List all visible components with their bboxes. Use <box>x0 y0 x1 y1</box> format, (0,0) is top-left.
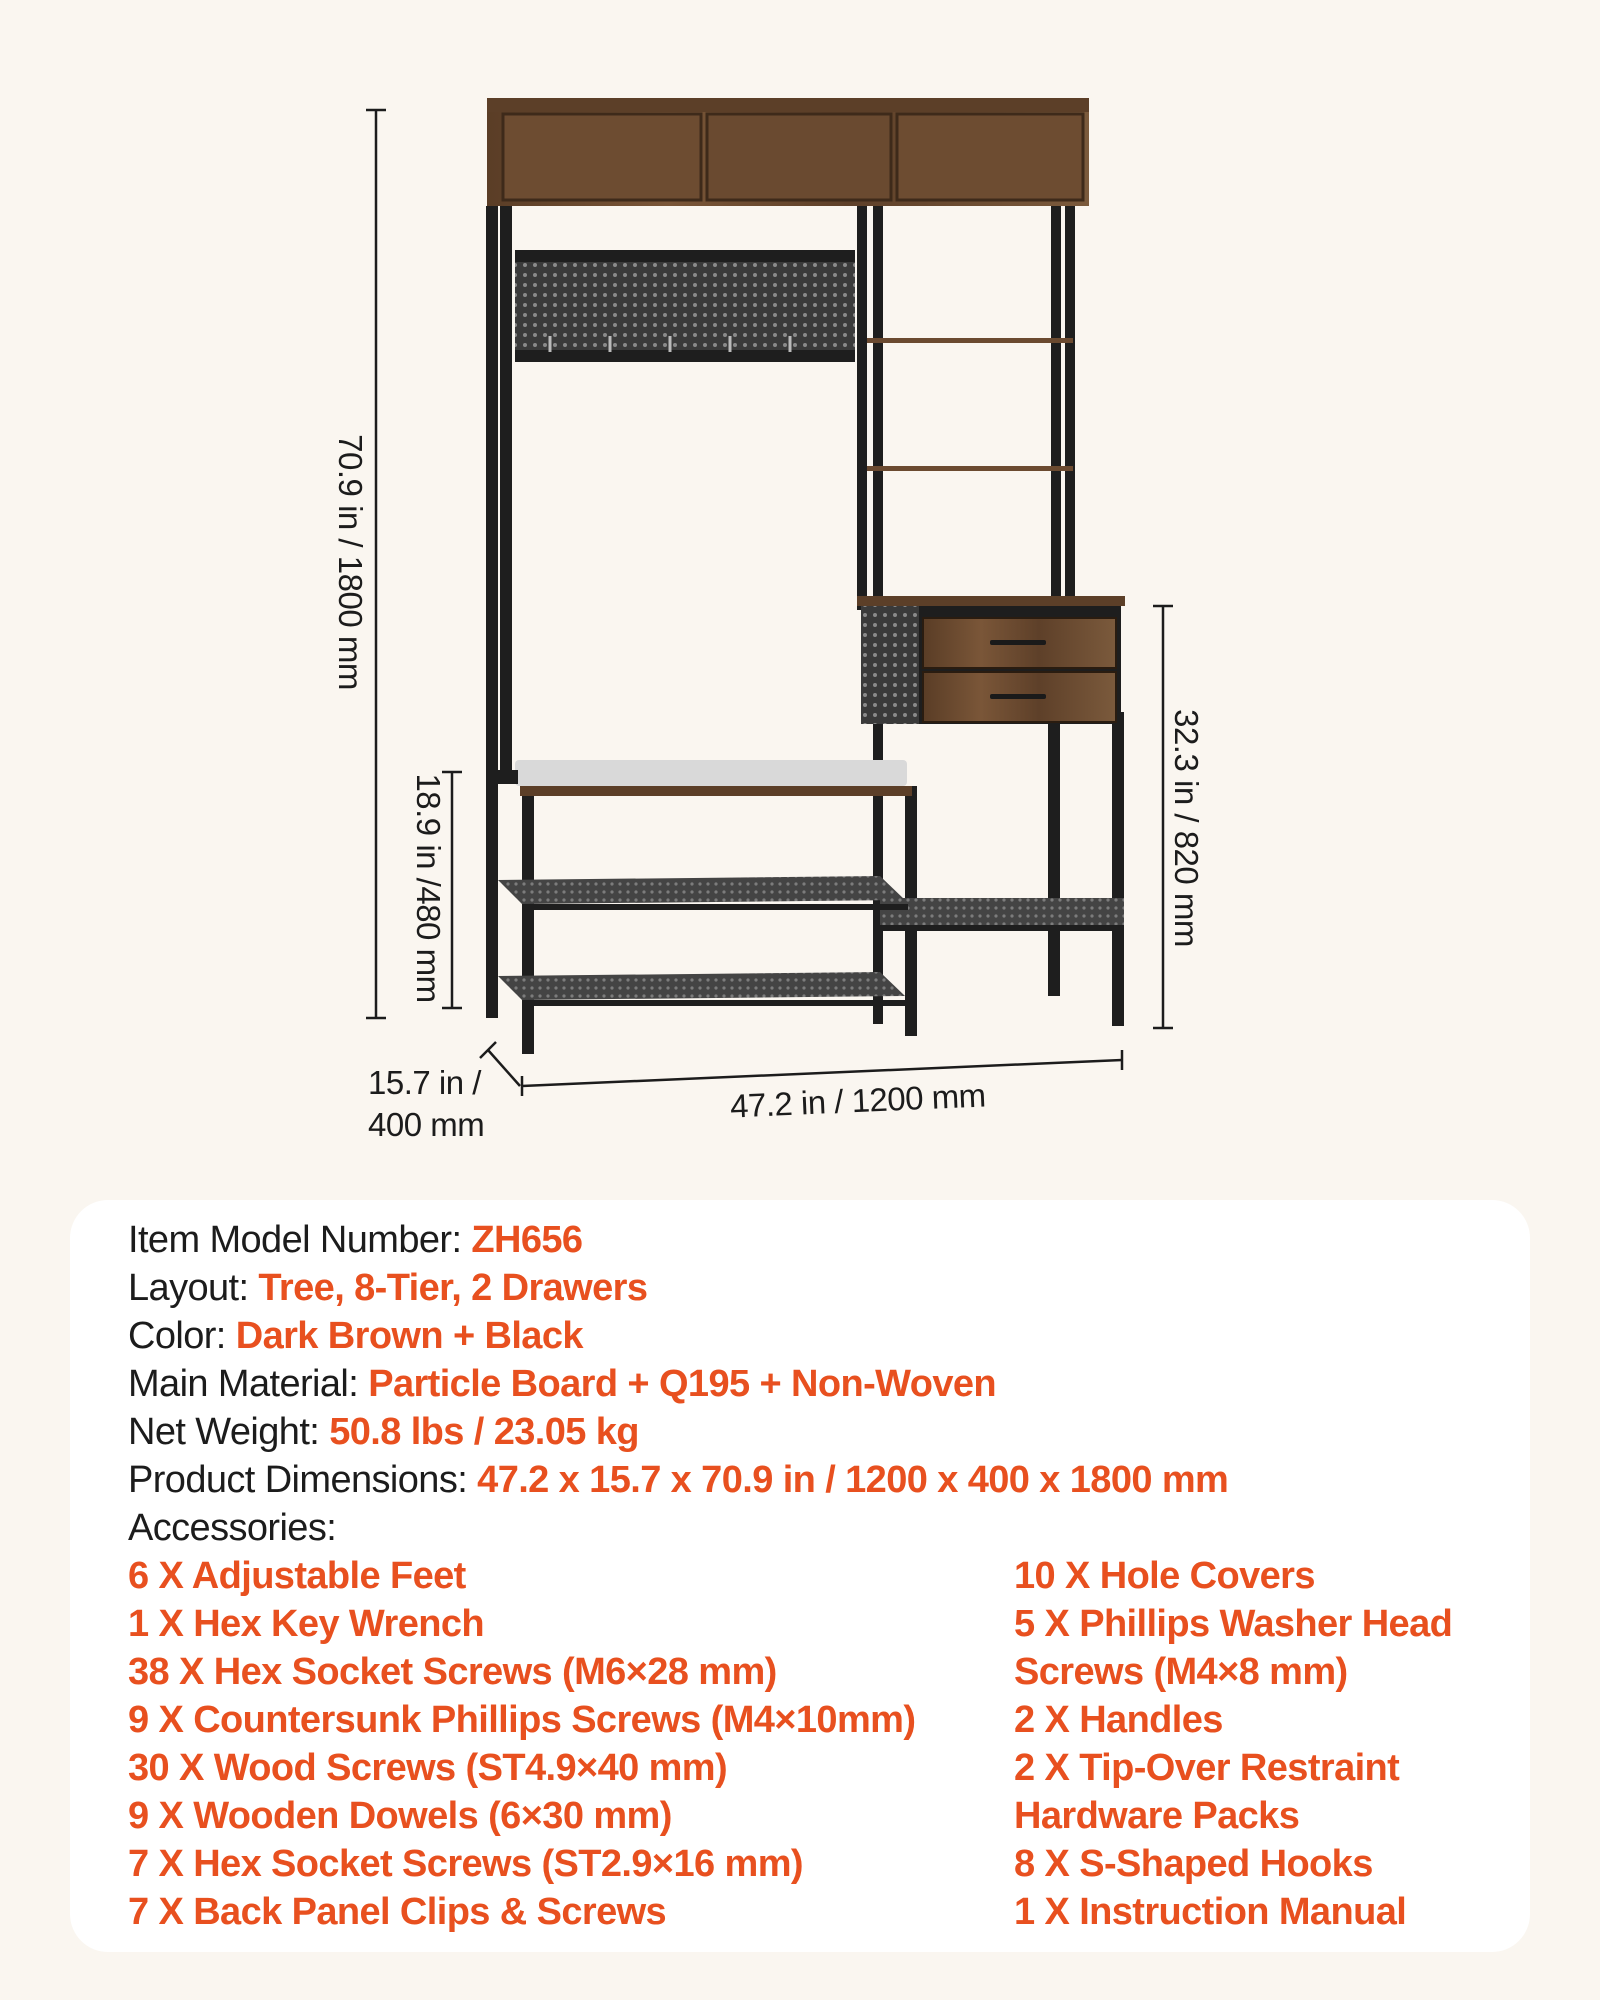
hook-panel <box>515 250 855 362</box>
spec-net-weight <box>128 1408 639 1456</box>
accessory-item: 9 X Wooden Dowels (6×30 mm) <box>128 1795 672 1837</box>
spec-label: Product Dimensions: <box>128 1459 478 1501</box>
accessory-item: 10 X Hole Covers <box>1014 1555 1315 1597</box>
spec-value: ZH656 <box>471 1219 583 1261</box>
accessory-item: 30 X Wood Screws (ST4.9×40 mm) <box>128 1747 728 1789</box>
spec-product-dimensions <box>128 1456 1228 1504</box>
accessory-item: 2 X Handles <box>1014 1699 1223 1741</box>
bench-height-dimension-label: 18.9 in /480 mm <box>410 773 447 1003</box>
accessory-item: 1 X Instruction Manual <box>1014 1891 1407 1933</box>
drawer-unit-height-dimension-label: 32.3 in / 820 mm <box>1168 709 1205 947</box>
accessory-item: 9 X Countersunk Phillips Screws (M4×10mm) <box>128 1699 916 1741</box>
spec-label: Color: <box>128 1315 236 1357</box>
spec-layout <box>128 1264 647 1312</box>
spec-main-material <box>128 1360 996 1408</box>
depth-dimension-label-line2: 400 mm <box>368 1106 485 1143</box>
accessory-item: 8 X S-Shaped Hooks <box>1014 1843 1373 1885</box>
spec-value: Tree, 8-Tier, 2 Drawers <box>258 1267 648 1309</box>
specification-card <box>70 1200 1530 1952</box>
height-dimension-label: 70.9 in / 1800 mm <box>332 434 369 690</box>
spec-color <box>128 1312 583 1360</box>
accessory-item: 1 X Hex Key Wrench <box>128 1603 484 1645</box>
accessory-item: 7 X Hex Socket Screws (ST2.9×16 mm) <box>128 1843 803 1885</box>
spec-value: Dark Brown + Black <box>235 1315 583 1357</box>
spec-value: 47.2 x 15.7 x 70.9 in / 1200 x 400 x 1800 mm <box>477 1459 1229 1501</box>
accessory-item: Screws (M4×8 mm) <box>1014 1651 1348 1693</box>
accessory-item: 38 X Hex Socket Screws (M6×28 mm) <box>128 1651 777 1693</box>
accessory-item: 7 X Back Panel Clips & Screws <box>128 1891 667 1933</box>
spec-label: Layout: <box>128 1267 259 1309</box>
right-shelves <box>867 338 1073 471</box>
spec-label: Net Weight: <box>128 1411 330 1453</box>
spec-label: Item Model Number: <box>128 1219 472 1261</box>
accessories-heading <box>128 1504 336 1552</box>
spec-value: 50.8 lbs / 23.05 kg <box>329 1411 639 1453</box>
bench <box>498 760 912 1006</box>
accessory-item: Hardware Packs <box>1014 1795 1300 1837</box>
spec-label: Main Material: <box>128 1363 369 1405</box>
depth-dimension-label-line1: 15.7 in / <box>368 1064 481 1101</box>
spec-model-number <box>128 1216 582 1264</box>
spec-value: Particle Board + Q195 + Non-Woven <box>368 1363 997 1405</box>
top-shelf-cabinet <box>487 98 1089 206</box>
accessory-item: 6 X Adjustable Feet <box>128 1555 466 1597</box>
accessory-item: 2 X Tip-Over Restraint <box>1014 1747 1400 1789</box>
width-dimension-label: 47.2 in / 1200 mm <box>729 1076 987 1125</box>
accessories-heading-text: Accessories: <box>128 1507 337 1549</box>
accessory-item: 5 X Phillips Washer Head <box>1014 1603 1453 1645</box>
